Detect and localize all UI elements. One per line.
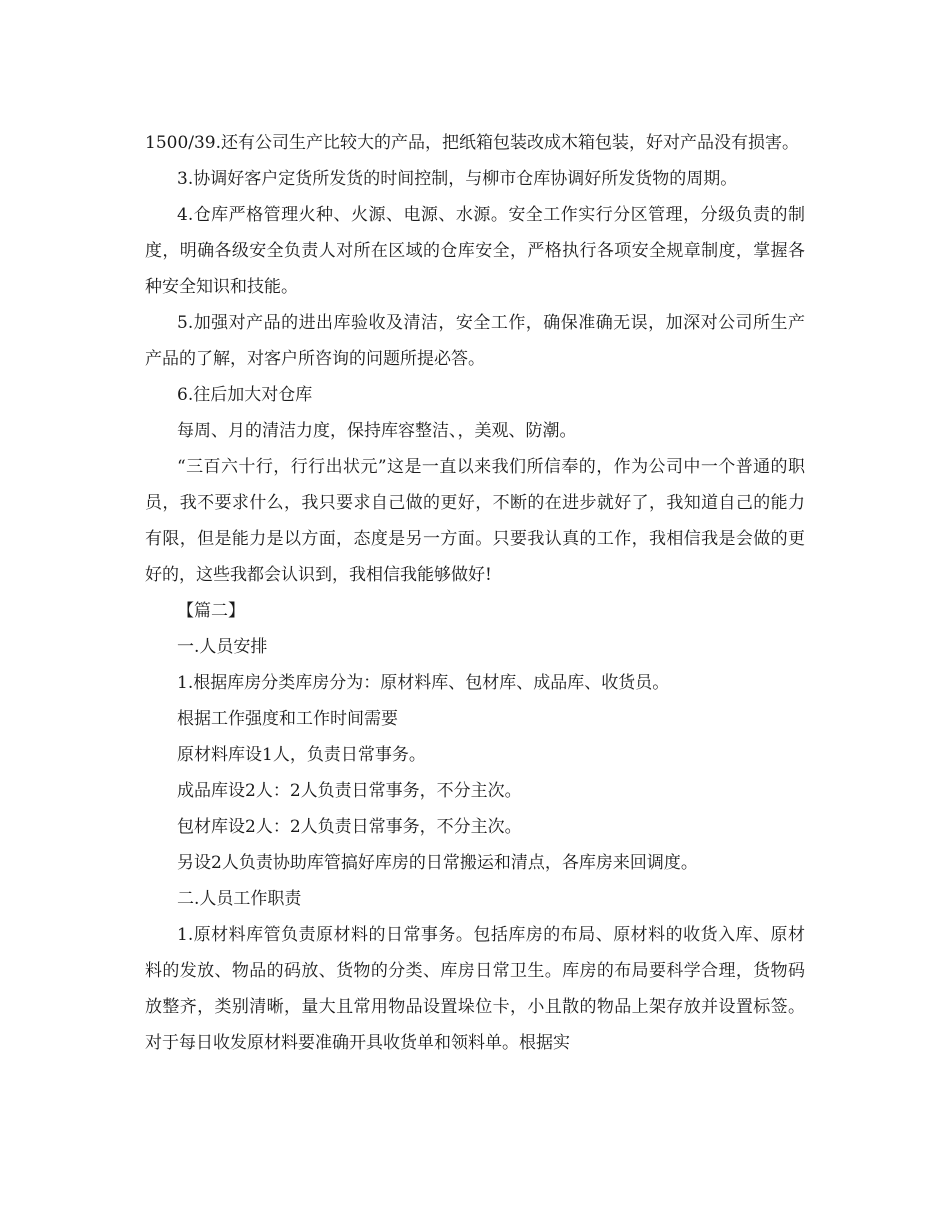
- paragraph-3: 4.仓库严格管理火种、火源、电源、水源。安全工作实行分区管理，分级负责的制度，明确各级安全负责人对所在区域的仓库安全，严格执行各项安全规章制度，掌握各种安全知识和技能。: [145, 205, 805, 297]
- paragraph-15: 另设2人负责协助库管搞好库房的日常搬运和清点，各库房来回调度。: [177, 853, 698, 873]
- paragraph-14: 包材库设2人：2人负责日常事务，不分主次。: [177, 817, 522, 837]
- paragraph-7: “三百六十行，行行出状元”这是一直以来我们所信奉的，作为公司中一个普通的职员，我不要求什么，我只要求自己做的更好，不断的在进步就好了，我知道自己的能力有限，但是能力是以方面，态度是另一方面。只要我认真的工作，我相信我是会做的更好的，这些我都会认识到，我相信我能够做好!: [145, 457, 805, 585]
- paragraph-10: 1.根据库房分类库房分为：原材料库、包材库、成品库、收货员。: [177, 673, 670, 693]
- paragraph-6: 每周、月的清洁力度，保持库容整洁、，美观、防潮。: [177, 421, 577, 441]
- paragraph-1: 1500/39.还有公司生产比较大的产品，把纸箱包装改成木箱包装，好对产品没有损害。: [145, 133, 800, 153]
- paragraph-5: 6.往后加大对仓库: [177, 385, 313, 405]
- paragraph-2: 3.协调好客户定货所发货的时间控制，与柳市仓库协调好所发货物的周期。: [177, 169, 738, 189]
- paragraph-12: 原材料库设1人，负责日常事务。: [177, 745, 426, 765]
- paragraph-4: 5.加强对产品的进出库验收及清洁，安全工作，确保准确无误，加深对公司所生产产品的了解，对客户所咨询的问题所提必答。: [145, 313, 805, 369]
- paragraph-11: 根据工作强度和工作时间需要: [177, 709, 398, 729]
- section-heading-duties: 二.人员工作职责: [177, 889, 302, 909]
- section-heading-part-two: 【篇二】: [177, 601, 245, 621]
- paragraph-13: 成品库设2人：2人负责日常事务，不分主次。: [177, 781, 522, 801]
- document-page: [145, 125, 805, 1061]
- paragraph-17: 1.原材料库管负责原材料的日常事务。包括库房的布局、原材料的收货入库、原材料的发放、物品的码放、货物的分类、库房日常卫生。库房的布局要科学合理，货物码放整齐，类别清晰，量大且常用物品设置垛位卡，小且散的物品上架存放并设置标签。对于每日收发原材料要准确开具收货单和领料单。根据实: [145, 925, 805, 1053]
- section-heading-staffing: 一.人员安排: [177, 637, 268, 657]
